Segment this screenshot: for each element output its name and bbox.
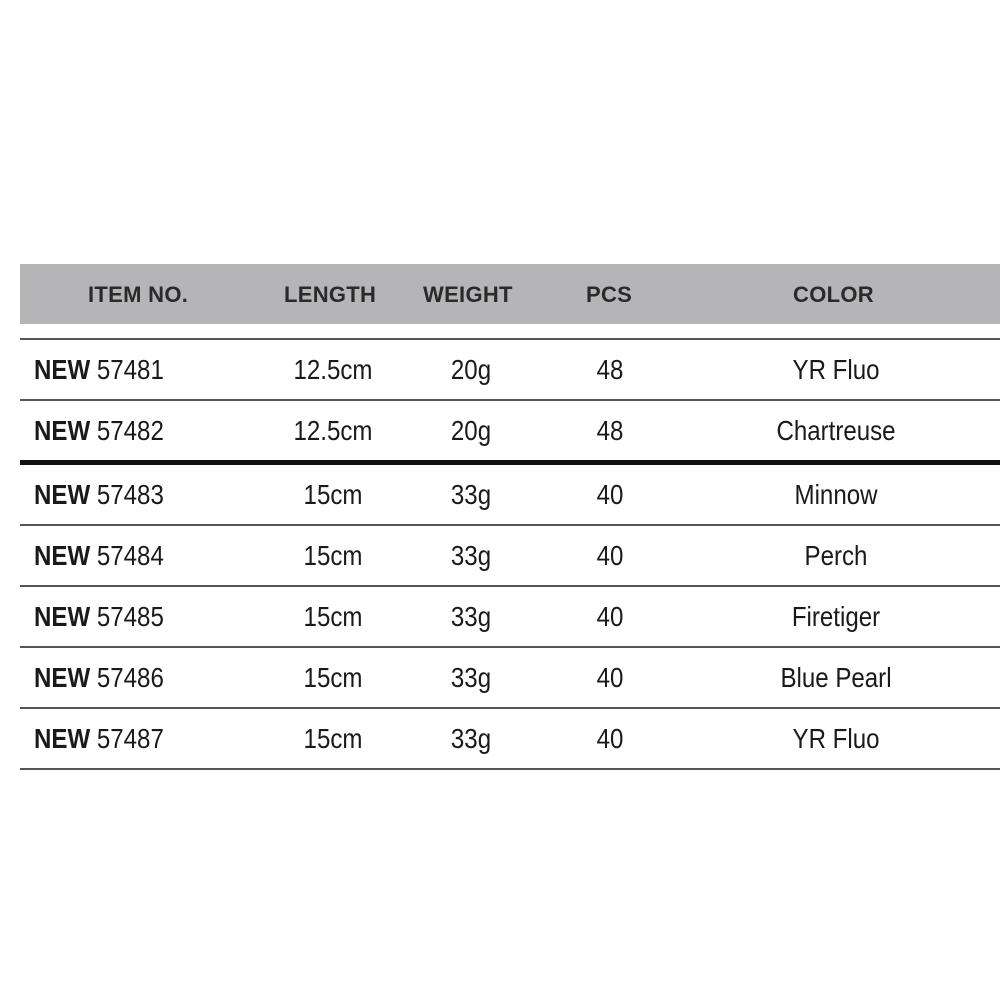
table-row <box>20 526 1000 587</box>
new-tag: NEW <box>34 479 91 510</box>
color-cell: Blue Pearl <box>780 662 892 693</box>
item-number: 57483 <box>96 479 164 510</box>
table-row <box>20 709 1000 770</box>
color-cell: Minnow <box>794 479 878 510</box>
item-no-cell <box>34 723 185 755</box>
product-spec-table <box>20 264 1000 770</box>
pcs-cell: 40 <box>596 540 624 571</box>
color-cell: YR Fluo <box>792 354 880 385</box>
length-cell: 12.5cm <box>293 415 373 446</box>
pcs-cell: 40 <box>596 662 624 693</box>
pcs-cell: 40 <box>596 723 624 754</box>
length-cell: 15cm <box>303 540 363 571</box>
table-row <box>20 401 1000 465</box>
table-row <box>20 338 1000 401</box>
item-no-cell <box>34 662 185 694</box>
header-weight: WEIGHT <box>423 282 513 307</box>
pcs-cell: 40 <box>596 601 624 632</box>
length-cell: 15cm <box>303 601 363 632</box>
pcs-cell: 48 <box>596 354 624 385</box>
table-row <box>20 465 1000 526</box>
length-cell: 15cm <box>303 723 363 754</box>
table-row <box>20 648 1000 709</box>
weight-cell: 20g <box>450 354 492 385</box>
item-number: 57486 <box>96 662 164 693</box>
item-number: 57482 <box>96 415 164 446</box>
table-row <box>20 587 1000 648</box>
pcs-cell: 40 <box>596 479 624 510</box>
color-cell: Firetiger <box>791 601 881 632</box>
item-number: 57485 <box>96 601 164 632</box>
item-no-cell <box>34 479 185 511</box>
item-no-cell <box>34 601 185 633</box>
color-cell: Chartreuse <box>776 415 896 446</box>
weight-cell: 33g <box>450 540 492 571</box>
weight-cell: 20g <box>450 415 492 446</box>
color-cell: YR Fluo <box>792 723 880 754</box>
item-no-cell <box>34 540 185 572</box>
table-header-row <box>20 264 1000 324</box>
weight-cell: 33g <box>450 479 492 510</box>
new-tag: NEW <box>34 662 91 693</box>
item-number: 57481 <box>96 354 164 385</box>
item-no-cell <box>34 354 185 386</box>
header-length: LENGTH <box>284 282 377 307</box>
new-tag: NEW <box>34 354 91 385</box>
new-tag: NEW <box>34 601 91 632</box>
new-tag: NEW <box>34 723 91 754</box>
header-item-no: ITEM NO. <box>88 282 189 307</box>
length-cell: 12.5cm <box>293 354 373 385</box>
pcs-cell: 48 <box>596 415 624 446</box>
new-tag: NEW <box>34 540 91 571</box>
item-no-cell <box>34 415 185 447</box>
weight-cell: 33g <box>450 662 492 693</box>
header-color: COLOR <box>793 282 874 307</box>
length-cell: 15cm <box>303 662 363 693</box>
new-tag: NEW <box>34 415 91 446</box>
length-cell: 15cm <box>303 479 363 510</box>
item-number: 57484 <box>96 540 164 571</box>
weight-cell: 33g <box>450 723 492 754</box>
header-pcs: PCS <box>586 282 633 307</box>
color-cell: Perch <box>804 540 868 571</box>
weight-cell: 33g <box>450 601 492 632</box>
item-number: 57487 <box>96 723 164 754</box>
